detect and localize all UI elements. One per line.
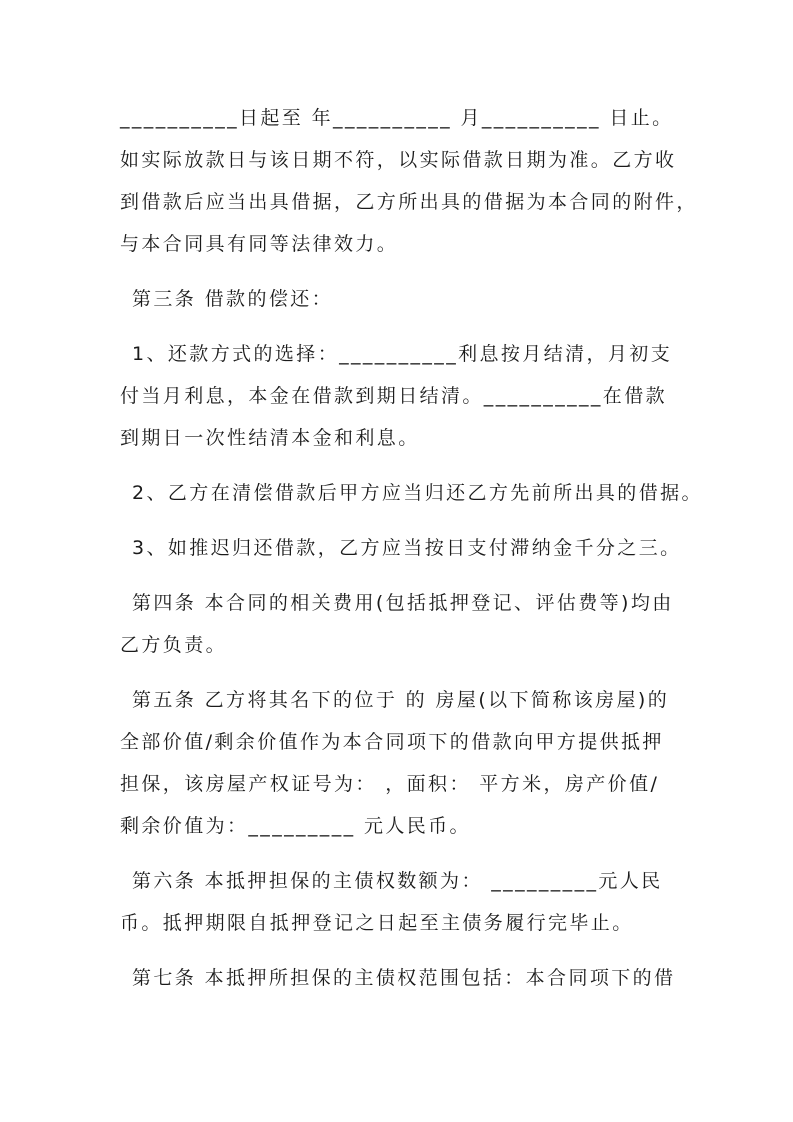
text-line: 到借款后应当出具借据，乙方所出具的借据为本合同的附件，: [120, 191, 698, 213]
article-heading: 第六条 本抵押担保的主债权数额为： _________元人民: [132, 870, 663, 892]
text-line: 2、乙方在清偿借款后甲方应当归还乙方先前所出具的借据。: [132, 482, 703, 504]
article-heading: 第四条 本合同的相关费用(包括抵押登记、评估费等)均由: [132, 592, 674, 614]
article-heading: 第七条 本抵押所担保的主债权范围包括：本合同项下的借: [132, 967, 676, 989]
text-line: 全部价值/剩余价值作为本合同项下的借款向甲方提供抵押: [120, 731, 664, 753]
text-line: __________日起至 年__________ 月__________ 日止。: [120, 107, 674, 129]
text-line: 乙方负责。: [120, 634, 228, 656]
text-line: 3、如推迟归还借款，乙方应当按日支付滞纳金千分之三。: [132, 537, 682, 559]
text-line: 剩余价值为：_________ 元人民币。: [120, 815, 471, 837]
text-line: 付当月利息，本金在借款到期日结清。__________在借款: [120, 385, 668, 407]
text-line: 1、还款方式的选择：__________利息按月结清，月初支: [132, 343, 673, 365]
text-line: 到期日一次性结清本金和利息。: [120, 427, 420, 449]
article-heading: 第三条 借款的偿还：: [132, 288, 334, 310]
text-line: 担保，该房屋产权证号为： ，面积： 平方米，房产价值/: [120, 773, 660, 795]
text-line: 与本合同具有同等法律效力。: [120, 233, 399, 255]
text-line: 币。抵押期限自抵押登记之日起至主债务履行完毕止。: [120, 912, 634, 934]
text-line: 如实际放款日与该日期不符，以实际借款日期为准。乙方收: [120, 149, 677, 171]
article-heading: 第五条 乙方将其名下的位于 的 房屋(以下简称该房屋)的: [132, 689, 670, 711]
